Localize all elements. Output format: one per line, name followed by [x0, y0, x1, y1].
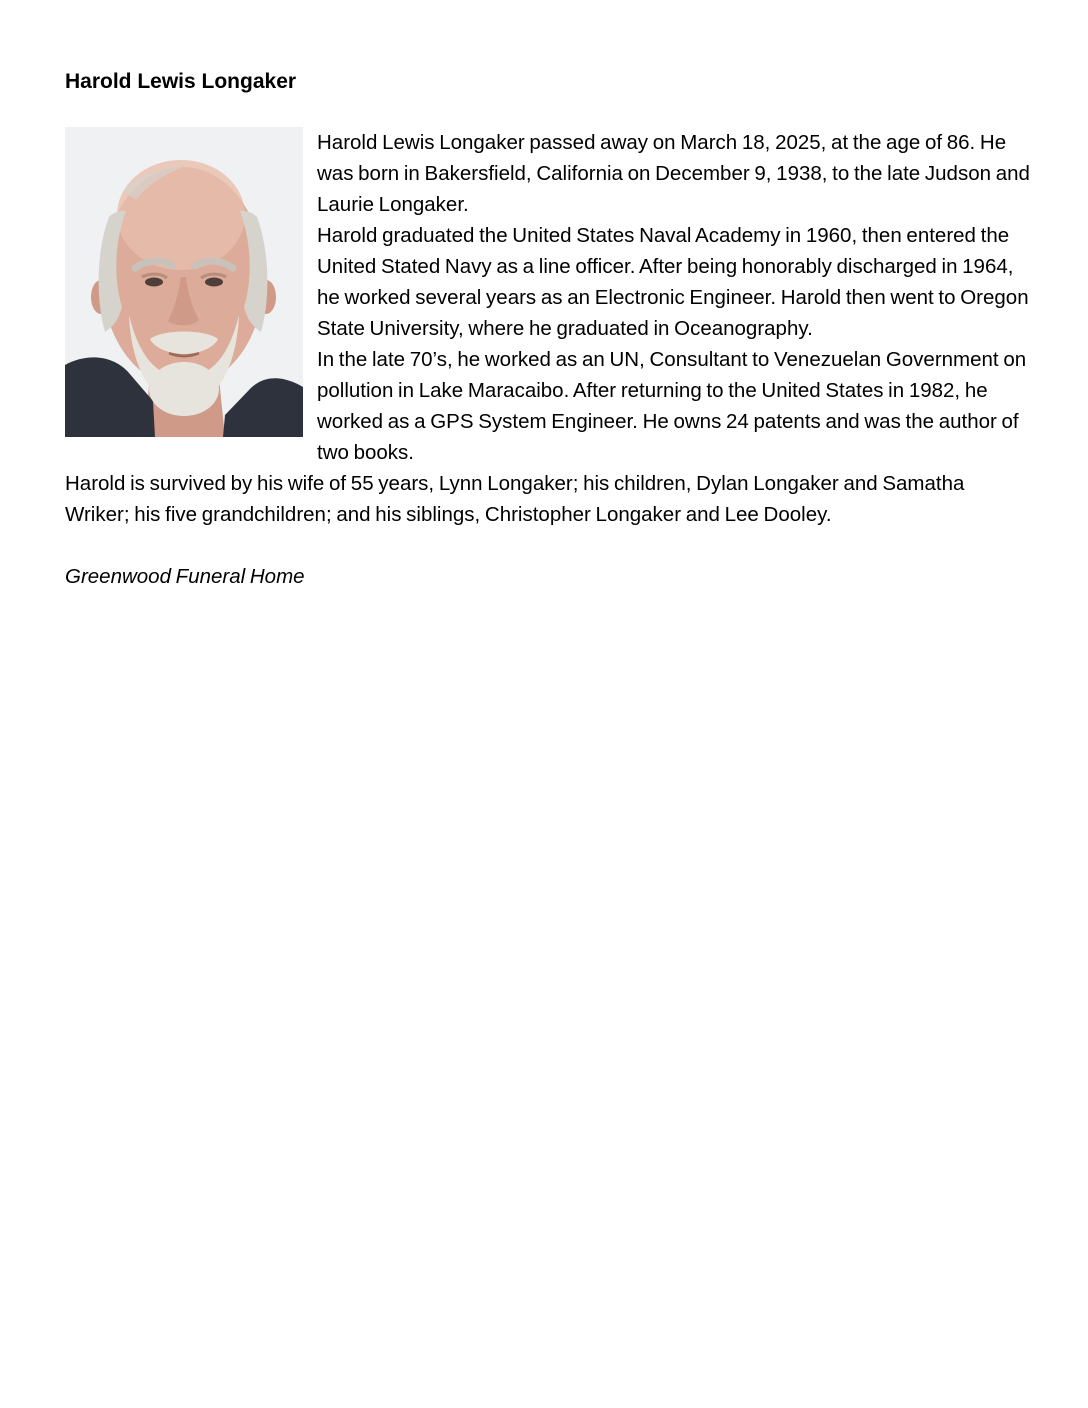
obituary-paragraph-2: Harold graduated the United States Naval Academy in 1960, then entered the United Stated Navy as a line officer. After being honorably discharged in 1964, he worked several years as an Electronic Engineer. Harold then went to Oregon State University, where he graduated in Oceanography.: [317, 224, 1029, 340]
obituary-paragraph-1: Harold Lewis Longaker passed away on March 18, 2025, at the age of 86. He was born in Bakersfield, California on December 9, 1938, to the late Judson and Laurie Longaker.: [317, 131, 1030, 216]
obituary-paragraph-3: In the late 70’s, he worked as an UN, Consultant to Venezuelan Government on pollution in Lake Maracaibo. After returning to the United States in 1982, he worked as a GPS System Engineer. He owns 24 patents and was the author of two books.: [317, 348, 1027, 464]
portrait-photo-graphic: [65, 127, 303, 437]
chin-beard: [149, 362, 219, 416]
eye-right: [205, 278, 223, 287]
eye-left: [145, 278, 163, 287]
obituary-paragraph-4: Harold is survived by his wife of 55 years, Lynn Longaker; his children, Dylan Longaker and Samatha Wriker; his five grandchildren; and his siblings, Christopher Longaker and Lee Dooley.: [65, 472, 965, 526]
forehead-highlight: [117, 160, 245, 270]
funeral-home-name: Greenwood Funeral Home: [65, 565, 305, 588]
obituary-title: Harold Lewis Longaker: [65, 70, 297, 93]
obituary-body: [65, 127, 1030, 592]
portrait-photo: [65, 127, 303, 437]
